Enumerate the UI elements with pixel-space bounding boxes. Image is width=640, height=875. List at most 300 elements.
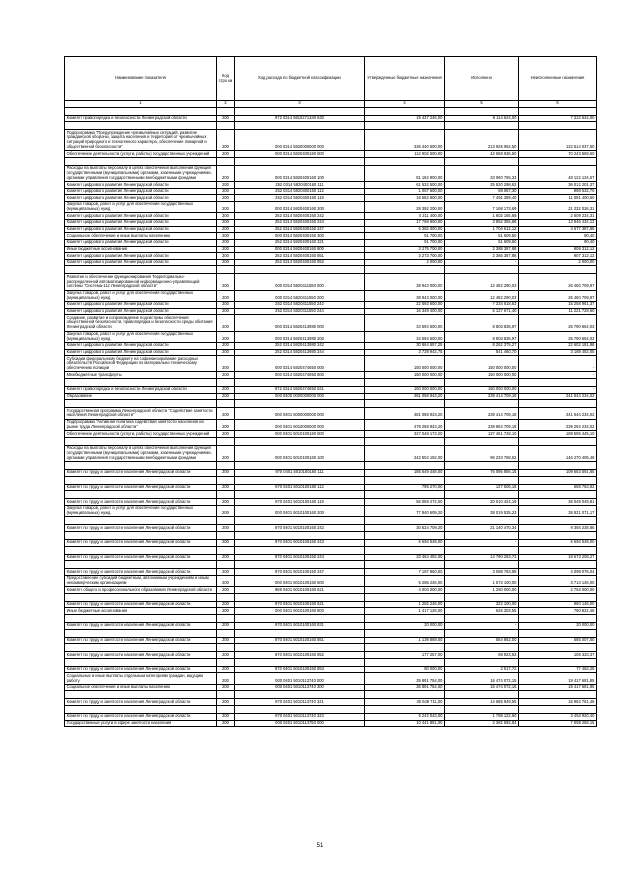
row-kbk-cell: 000 0314 5820400160 200 xyxy=(235,202,365,213)
row-executed-cell: 8 803 835,97 xyxy=(445,315,519,331)
row-kbk-cell: 970 0401 5010100160 242 xyxy=(235,525,365,532)
row-kbk-cell: 000 0314 5820474650 000 xyxy=(235,356,365,372)
row-code-cell: 200 xyxy=(217,246,235,253)
row-kbk-cell: 000 0314 5820411550 000 xyxy=(235,274,365,290)
row-unexecuted-cell: 11 091 400,60 xyxy=(519,195,597,202)
row-code-cell: 200 xyxy=(217,130,235,151)
table-row xyxy=(65,587,597,594)
row-name-cell: Создание, развитие и сопровождение подсистемы обеспечения общественной безопасности, правопорядка и безопасности среды обитания Ленинградской области xyxy=(65,315,217,331)
row-kbk-cell: 970 0401 5010100160 853 xyxy=(235,666,365,673)
row-code-cell: 200 xyxy=(217,587,235,594)
row-name-cell: Комитет цифрового развития Ленинградской области xyxy=(65,259,217,266)
row-name-cell: Обеспечение деятельности (услуги, работы) государственных учреждений xyxy=(65,431,217,438)
spacer-cell xyxy=(445,593,519,601)
row-name-cell: Межбюджетные трансферты xyxy=(65,372,217,379)
table-row xyxy=(65,525,597,532)
row-approved-cell: 327 048 173,20 xyxy=(365,431,445,438)
row-kbk-cell: 970 0401 5010100160 244 xyxy=(235,554,365,561)
table-spacer-row xyxy=(65,157,597,165)
spacer-cell xyxy=(217,706,235,714)
spacer-cell xyxy=(365,629,445,637)
row-code-cell: 200 xyxy=(217,213,235,220)
row-kbk-cell: 000 0314 5820413980 200 xyxy=(235,331,365,342)
row-name-cell: Расходы на выплаты персоналу в целях обеспечения выполнения функций государственными (муниципальными) органами, казенными учреждениями, органами управления государственными внебюджетными фондами xyxy=(65,165,217,181)
row-name-cell: Комитет по труду и занятости населения Ленинградской области xyxy=(65,699,217,706)
row-kbk-cell: 970 0401 5010100160 852 xyxy=(235,652,365,659)
row-approved-cell: 4 004 000,00 xyxy=(365,587,445,594)
row-name-cell: Государственная программа Ленинградской области "Содействие занятости населения Ленинградской области" xyxy=(65,408,217,419)
row-code-cell: 200 xyxy=(217,484,235,491)
spacer-cell xyxy=(365,266,445,274)
row-unexecuted-cell: 108 333,37 xyxy=(519,652,597,659)
row-unexecuted-cell: 38 821 071,17 xyxy=(519,505,597,516)
spacer-cell xyxy=(445,546,519,554)
row-code-cell: 200 xyxy=(217,220,235,227)
row-executed-cell: 7 168 173,69 xyxy=(445,202,519,213)
row-unexecuted-cell: - xyxy=(519,356,597,372)
spacer-cell xyxy=(65,437,217,445)
row-kbk-cell: 252 0314 5820400160 321 xyxy=(235,239,365,246)
row-name-cell: Комитет цифрового развития Ленинградской области xyxy=(65,253,217,260)
table-row xyxy=(65,226,597,233)
row-executed-cell: 1 572 100,00 xyxy=(445,575,519,586)
column-index: 4 xyxy=(365,101,445,108)
row-unexecuted-cell: 668 763,82 xyxy=(519,484,597,491)
row-executed-cell: 239 414 709,18 xyxy=(445,408,519,419)
table-row xyxy=(65,165,597,181)
spacer-cell xyxy=(445,491,519,499)
row-code-cell: 200 xyxy=(217,408,235,419)
spacer-cell xyxy=(217,476,235,484)
table-spacer-row xyxy=(65,691,597,699)
row-executed-cell: 3 088 783,98 xyxy=(445,569,519,576)
spacer-cell xyxy=(365,476,445,484)
spacer-cell xyxy=(217,437,235,445)
row-executed-cell: 20 010 424,19 xyxy=(445,499,519,506)
row-code-cell: 200 xyxy=(217,445,235,461)
row-approved-cell: 34 594 500,00 xyxy=(365,331,445,342)
spacer-cell xyxy=(65,691,217,699)
row-approved-cell: 481 058 943,20 xyxy=(365,393,445,400)
spacer-cell xyxy=(445,437,519,445)
spacer-cell xyxy=(217,122,235,130)
spacer-cell xyxy=(365,614,445,622)
spacer-cell xyxy=(519,629,597,637)
row-name-cell: Комитет по труду и занятости населения Ленинградской области xyxy=(65,637,217,644)
row-approved-cell: 242 504 192,00 xyxy=(365,445,445,461)
spacer-cell xyxy=(217,400,235,408)
row-code-cell: 200 xyxy=(217,684,235,691)
spacer-cell xyxy=(365,593,445,601)
row-kbk-cell: 252 0314 5820400160 852 xyxy=(235,259,365,266)
row-code-cell: 200 xyxy=(217,182,235,189)
spacer-cell xyxy=(65,476,217,484)
row-approved-cell: 3 273 700,00 xyxy=(365,253,445,260)
spacer-cell xyxy=(235,266,365,274)
spacer-cell xyxy=(365,107,445,115)
row-code-cell: 200 xyxy=(217,419,235,430)
table-row xyxy=(65,673,597,684)
spacer-cell xyxy=(235,476,365,484)
row-kbk-cell: 988 0401 5010100160 621 xyxy=(235,587,365,594)
row-approved-cell: 15 437 246,00 xyxy=(365,115,445,122)
spacer-cell xyxy=(445,517,519,525)
spacer-cell xyxy=(519,462,597,470)
row-code-cell: 200 xyxy=(217,115,235,122)
row-executed-cell: 7 491 399,40 xyxy=(445,195,519,202)
spacer-cell xyxy=(235,629,365,637)
row-approved-cell: 185 649 448,00 xyxy=(365,470,445,477)
row-executed-cell: 1 704 612,12 xyxy=(445,226,519,233)
row-unexecuted-cell: 13 946 434,12 xyxy=(519,220,597,227)
row-name-cell: Предоставление субсидий бюджетным, автономным учреждениям и иным некоммерческим организациям xyxy=(65,575,217,586)
row-name-cell: Обеспечение деятельности (услуги, работы) государственных учреждений xyxy=(65,151,217,158)
row-approved-cell: 1 282 246,00 xyxy=(365,601,445,608)
spacer-cell xyxy=(445,531,519,539)
row-approved-cell: 16 349 400,00 xyxy=(365,308,445,315)
row-kbk-cell: 970 0401 5010100160 111 xyxy=(235,470,365,477)
spacer-cell xyxy=(65,593,217,601)
spacer-cell xyxy=(65,400,217,408)
row-kbk-cell: 252 0314 5820400160 247 xyxy=(235,226,365,233)
row-executed-cell: 150 000 000,00 xyxy=(445,356,519,372)
spacer-cell xyxy=(519,546,597,554)
row-executed-cell: 127 506,18 xyxy=(445,484,519,491)
row-approved-cell: 33 463 492,00 xyxy=(365,554,445,561)
row-executed-cell: 2 366 387,88 xyxy=(445,253,519,260)
spacer-cell xyxy=(217,644,235,652)
spacer-cell xyxy=(217,491,235,499)
row-executed-cell: 8 262 375,27 xyxy=(445,342,519,349)
row-code-cell: 200 xyxy=(217,342,235,349)
spacer-cell xyxy=(217,462,235,470)
spacer-cell xyxy=(235,400,365,408)
spacer-cell xyxy=(65,517,217,525)
spacer-cell xyxy=(217,266,235,274)
row-executed-cell: 5 127 671,40 xyxy=(445,308,519,315)
spacer-cell xyxy=(217,691,235,699)
spacer-cell xyxy=(365,491,445,499)
row-name-cell: Комитет цифрового развития Ленинградской области xyxy=(65,213,217,220)
row-approved-cell: 481 058 943,20 xyxy=(365,408,445,419)
spacer-cell xyxy=(65,644,217,652)
table-row xyxy=(65,342,597,349)
spacer-cell xyxy=(235,531,365,539)
spacer-cell xyxy=(365,691,445,699)
row-executed-cell: 1 602 165,69 xyxy=(445,213,519,220)
row-code-cell: 200 xyxy=(217,387,235,394)
table-spacer-row xyxy=(65,122,597,130)
row-code-cell: 200 xyxy=(217,315,235,331)
spacer-cell xyxy=(65,122,217,130)
row-unexecuted-cell: 122 514 037,50 xyxy=(519,130,597,151)
table-row xyxy=(65,115,597,122)
spacer-cell xyxy=(519,476,597,484)
row-unexecuted-cell: 146 270 405,48 xyxy=(519,445,597,461)
spacer-cell xyxy=(445,462,519,470)
row-unexecuted-cell: 36 049 049,81 xyxy=(519,499,597,506)
row-code-cell: 200 xyxy=(217,226,235,233)
row-executed-cell: 137 451 728,10 xyxy=(445,431,519,438)
table-spacer-row xyxy=(65,437,597,445)
row-name-cell: Комитет цифрового развития Ленинградской области xyxy=(65,220,217,227)
row-unexecuted-cell: 3 188 482,05 xyxy=(519,349,597,356)
row-name-cell: Закупка товаров, работ и услуг для обеспечения государственных (муниципальных) нужд xyxy=(65,505,217,516)
row-code-cell: 200 xyxy=(217,525,235,532)
row-kbk-cell: 252 0314 5820411550 244 xyxy=(235,308,365,315)
row-executed-cell: 12 482 290,03 xyxy=(445,290,519,301)
table-spacer-row xyxy=(65,706,597,714)
row-executed-cell: 3 852 365,88 xyxy=(445,220,519,227)
row-executed-cell: - xyxy=(445,622,519,629)
spacer-cell xyxy=(235,706,365,714)
row-approved-cell: 77 840 609,20 xyxy=(365,505,445,516)
row-code-cell: 200 xyxy=(217,349,235,356)
spacer-cell xyxy=(519,614,597,622)
row-approved-cell: 177 257,00 xyxy=(365,652,445,659)
row-unexecuted-cell: 11 221 728,60 xyxy=(519,308,597,315)
spacer-cell xyxy=(217,629,235,637)
spacer-cell xyxy=(445,614,519,622)
table-row xyxy=(65,315,597,331)
row-kbk-cell: 000 0401 5010100160 200 xyxy=(235,505,365,516)
row-code-cell: 200 xyxy=(217,601,235,608)
table-spacer-row xyxy=(65,491,597,499)
row-unexecuted-cell: 90,40 xyxy=(519,233,597,240)
row-kbk-cell: 972 0314 5810271340 530 xyxy=(235,115,365,122)
row-code-cell: 200 xyxy=(217,233,235,240)
row-code-cell: 200 xyxy=(217,666,235,673)
column-index: 1 xyxy=(65,101,217,108)
row-name-cell: Иные бюджетные ассигнования xyxy=(65,608,217,615)
row-code-cell: 200 xyxy=(217,331,235,342)
row-executed-cell: 238 964 709,18 xyxy=(445,419,519,430)
row-executed-cell: 239 414 709,18 xyxy=(445,393,519,400)
row-name-cell: Комитет по труду и занятости населения Ленинградской области xyxy=(65,622,217,629)
row-code-cell: 200 xyxy=(217,714,235,721)
row-kbk-cell: 000 0314 5820000000 000 xyxy=(235,130,365,151)
row-name-cell: Комитет по труду и занятости населения Ленинградской области xyxy=(65,484,217,491)
row-approved-cell: 30 524 709,20 xyxy=(365,525,445,532)
table-row xyxy=(65,408,597,419)
row-code-cell: 200 xyxy=(217,499,235,506)
row-unexecuted-cell: 20 000,00 xyxy=(519,622,597,629)
row-executed-cell: - xyxy=(445,539,519,546)
row-approved-cell: 56 059 474,00 xyxy=(365,499,445,506)
table-row xyxy=(65,331,597,342)
spacer-cell xyxy=(217,517,235,525)
header-line-code: Код стро ки xyxy=(217,57,235,101)
spacer-cell xyxy=(65,531,217,539)
row-code-cell: 200 xyxy=(217,699,235,706)
row-name-cell: Комитет правопорядка и безопасности Ленинградской области xyxy=(65,387,217,394)
row-executed-cell: 51 609,60 xyxy=(445,239,519,246)
table-row xyxy=(65,419,597,430)
row-name-cell: Комитет по труду и занятости населения Ленинградской области xyxy=(65,601,217,608)
row-name-cell: Комитет цифрового развития Ленинградской области xyxy=(65,302,217,309)
row-code-cell: 200 xyxy=(217,195,235,202)
table-header xyxy=(65,57,597,108)
row-name-cell: Субсидии федеральному бюджету на софинансирование расходных обязательств Российской Федерации по материально-техническому обеспечению полиции xyxy=(65,356,217,372)
row-unexecuted-cell: 18 673 208,27 xyxy=(519,554,597,561)
row-code-cell: 200 xyxy=(217,622,235,629)
row-executed-cell: 150 000 000,00 xyxy=(445,387,519,394)
spacer-cell xyxy=(365,546,445,554)
table-row xyxy=(65,505,597,516)
table-spacer-row xyxy=(65,266,597,274)
table-row xyxy=(65,652,597,659)
row-code-cell: 200 xyxy=(217,554,235,561)
spacer-cell xyxy=(445,122,519,130)
row-unexecuted-cell: 4 099 076,04 xyxy=(519,569,597,576)
row-executed-cell: 42 658 936,50 xyxy=(445,151,519,158)
table-row xyxy=(65,601,597,608)
row-code-cell: 200 xyxy=(217,253,235,260)
spacer-cell xyxy=(445,706,519,714)
row-approved-cell: 3 275 700,00 xyxy=(365,246,445,253)
spacer-cell xyxy=(519,157,597,165)
table-row xyxy=(65,431,597,438)
row-name-cell: Расходы на выплаты персоналу в целях обеспечения выполнения функций государственными (муниципальными) органами, казенными учреждениями, органами управления государственными внебюджетными фондами xyxy=(65,445,217,461)
spacer-cell xyxy=(65,491,217,499)
table-row xyxy=(65,569,597,576)
spacer-cell xyxy=(445,107,519,115)
spacer-cell xyxy=(235,107,365,115)
spacer-cell xyxy=(445,658,519,666)
row-kbk-cell: 000 0314 5820411550 200 xyxy=(235,290,365,301)
row-unexecuted-cell: 15 963 761,45 xyxy=(519,699,597,706)
row-name-cell: Комитет по труду и занятости населения Ленинградской области xyxy=(65,470,217,477)
spacer-cell xyxy=(217,658,235,666)
row-kbk-cell: 970 0401 5010100160 247 xyxy=(235,569,365,576)
row-code-cell: 200 xyxy=(217,720,235,727)
row-code-cell: 200 xyxy=(217,637,235,644)
row-unexecuted-cell: 26 460 709,97 xyxy=(519,290,597,301)
spacer-cell xyxy=(519,706,597,714)
row-kbk-cell: 000 0314 5820400160 300 xyxy=(235,233,365,240)
budget-table xyxy=(64,56,597,727)
table-spacer-row xyxy=(65,546,597,554)
row-code-cell: 200 xyxy=(217,372,235,379)
row-approved-cell: 795 270,00 xyxy=(365,484,445,491)
row-name-cell: Комитет по труду и занятости населения Ленинградской области xyxy=(65,499,217,506)
table-row xyxy=(65,622,597,629)
table-spacer-row xyxy=(65,593,597,601)
spacer-cell xyxy=(217,593,235,601)
spacer-cell xyxy=(65,107,217,115)
row-unexecuted-cell: 4 677 387,88 xyxy=(519,226,597,233)
table-row xyxy=(65,666,597,673)
row-name-cell: Закупка товаров, работ и услуг для обеспечения государственных (муниципальных) нужд xyxy=(65,331,217,342)
spacer-cell xyxy=(217,531,235,539)
table-row xyxy=(65,539,597,546)
row-unexecuted-cell: 15 258 981,37 xyxy=(519,302,597,309)
column-index: 6 xyxy=(519,101,597,108)
spacer-cell xyxy=(217,107,235,115)
row-name-cell: Комитет по труду и занятости населения Ленинградской области xyxy=(65,666,217,673)
row-executed-cell: 213 925 062,50 xyxy=(445,130,519,151)
table-row xyxy=(65,554,597,561)
row-unexecuted-cell: 21 232 026,31 xyxy=(519,202,597,213)
row-approved-cell: 20 000,00 xyxy=(365,622,445,629)
row-unexecuted-cell: 998 532,70 xyxy=(519,188,597,195)
spacer-cell xyxy=(235,546,365,554)
row-executed-cell: 25 520 298,63 xyxy=(445,182,519,189)
row-approved-cell: 10 441 851,00 xyxy=(365,720,445,727)
table-spacer-row xyxy=(65,462,597,470)
row-kbk-cell: 000 0401 5010000000 000 xyxy=(235,419,365,430)
table-spacer-row xyxy=(65,531,597,539)
table-spacer-row xyxy=(65,107,597,115)
row-approved-cell: 30 649 711,00 xyxy=(365,699,445,706)
row-name-cell: Комитет цифрового развития Ленинградской области xyxy=(65,182,217,189)
row-approved-cell: 81 182 900,00 xyxy=(365,165,445,181)
row-executed-cell: 1 788 122,60 xyxy=(445,714,519,721)
spacer-cell xyxy=(65,546,217,554)
row-approved-cell: 6 382 000,00 xyxy=(365,226,445,233)
spacer-cell xyxy=(235,614,365,622)
row-name-cell: Подпрограмма "Активная политика содействия занятости населения на рынке труда Ленинградской области" xyxy=(65,419,217,430)
table-row xyxy=(65,470,597,477)
spacer-cell xyxy=(235,157,365,165)
row-executed-cell: 33 060 765,33 xyxy=(445,165,519,181)
row-executed-cell: 7 334 618,63 xyxy=(445,302,519,309)
row-name-cell: Комитет цифрового развития Ленинградской области xyxy=(65,188,217,195)
spacer-cell xyxy=(445,561,519,569)
spacer-cell xyxy=(445,629,519,637)
row-kbk-cell: 252 0314 5820400160 242 xyxy=(235,213,365,220)
row-approved-cell: 35 891 754,00 xyxy=(365,684,445,691)
table-row xyxy=(65,356,597,372)
spacer-cell xyxy=(519,561,597,569)
row-code-cell: 200 xyxy=(217,673,235,684)
row-unexecuted-cell: 3 714 146,00 xyxy=(519,575,597,586)
table-spacer-row xyxy=(65,614,597,622)
row-code-cell: 200 xyxy=(217,239,235,246)
row-approved-cell: 51 700,00 xyxy=(365,239,445,246)
column-index: 2 xyxy=(217,101,235,108)
row-name-cell: Социальные и иные выплаты отдельным категориям граждан, ищущим работу xyxy=(65,673,217,684)
spacer-cell xyxy=(365,437,445,445)
table-row xyxy=(65,274,597,290)
table-row xyxy=(65,372,597,379)
table-row xyxy=(65,349,597,356)
row-unexecuted-cell: - xyxy=(519,387,597,394)
row-approved-cell: 80 000,00 xyxy=(365,666,445,673)
table-row xyxy=(65,220,597,227)
row-approved-cell: 112 902 500,00 xyxy=(365,151,445,158)
row-unexecuted-cell: 239 294 234,02 xyxy=(519,419,597,430)
row-executed-cell: 16 474 072,15 xyxy=(445,684,519,691)
spacer-cell xyxy=(235,658,365,666)
spacer-cell xyxy=(65,157,217,165)
row-name-cell: Комитет правопорядка и безопасности Ленинградской области xyxy=(65,115,217,122)
row-code-cell: 200 xyxy=(217,470,235,477)
table-row xyxy=(65,188,597,195)
spacer-cell xyxy=(365,706,445,714)
spacer-cell xyxy=(365,658,445,666)
table-row xyxy=(65,393,597,400)
row-executed-cell: 16 474 072,15 xyxy=(445,673,519,684)
row-executed-cell: 554 862,00 xyxy=(445,637,519,644)
row-kbk-cell: 000 0401 5010113750 000 xyxy=(235,720,365,727)
spacer-cell xyxy=(65,658,217,666)
row-approved-cell: 150 000 000,00 xyxy=(365,356,445,372)
row-unexecuted-cell: 907 312,12 xyxy=(519,253,597,260)
row-name-cell: Комитет по труду и занятости населения Ленинградской области xyxy=(65,525,217,532)
table-spacer-row xyxy=(65,379,597,387)
row-executed-cell: 96 233 768,52 xyxy=(445,445,519,461)
